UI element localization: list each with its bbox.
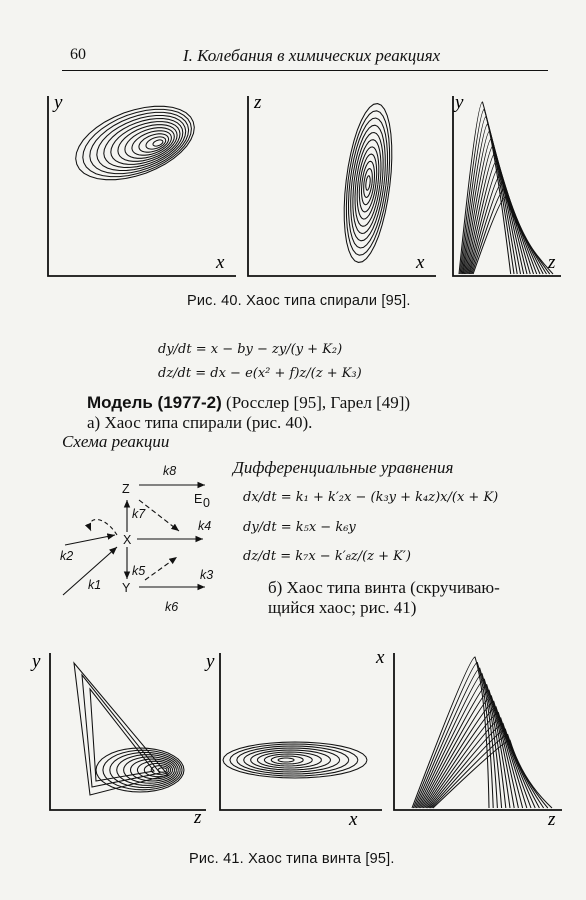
axis-label-y: y — [455, 92, 464, 113]
axis-label-y: y — [206, 651, 215, 672]
rate-k2: k2 — [60, 549, 74, 563]
species-x: X — [123, 533, 132, 547]
axis-label-y: y — [54, 92, 63, 113]
fig40-panel-zy — [445, 88, 565, 283]
fig41-panel-zx — [372, 645, 562, 835]
axis-label-y: y — [32, 651, 41, 672]
rate-k1: k1 — [88, 578, 102, 592]
item-a: а) Хаос типа спирали (рис. 40). — [87, 413, 313, 432]
equation-dz-dt: dz/dt = dx − e(x² + f)z/(z + K₃) — [158, 366, 362, 381]
header-rule — [62, 70, 548, 71]
rate-k5: k5 — [132, 564, 146, 578]
fig40-panel-xz — [240, 88, 440, 283]
diff-eq-dz: dz/dt = k₇x − k′₈z/(z + K′) — [243, 549, 411, 564]
running-title: I. Колебания в химических реакциях — [183, 46, 441, 65]
rate-k8: k8 — [163, 464, 177, 478]
rate-k4: k4 — [198, 519, 212, 533]
axis-label-x: x — [349, 809, 358, 830]
figure-41-caption: Рис. 41. Хаос типа винта [95]. — [189, 851, 395, 867]
model-heading — [87, 393, 410, 413]
rate-k3: k3 — [200, 568, 214, 582]
figure-40-caption: Рис. 40. Хаос типа спирали [95]. — [187, 293, 411, 309]
page-number: 60 — [70, 46, 86, 63]
scheme-title: Схема реакции — [62, 432, 170, 451]
axis-label-x: x — [216, 252, 225, 273]
axis-label-z: z — [548, 252, 556, 273]
reaction-scheme — [55, 455, 235, 625]
fig40-panel-xy — [40, 88, 240, 283]
axis-label-z: z — [254, 92, 262, 113]
axis-label-z: z — [194, 807, 202, 828]
item-b-line1: б) Хаос типа винта (скручиваю- — [268, 578, 500, 597]
axis-label-z: z — [548, 809, 556, 830]
rate-k7: k7 — [132, 507, 146, 521]
item-b-line2: щийся хаос; рис. 41) — [268, 598, 417, 617]
fig41-panel-xy — [200, 645, 385, 835]
species-e: E — [194, 492, 203, 506]
rate-k6: k6 — [165, 600, 179, 614]
species-y: Y — [122, 581, 131, 595]
diff-eq-dy: dy/dt = k₅x − k₆y — [243, 520, 356, 535]
fig41-panel-zy — [30, 645, 210, 835]
species-e-sub: 0 — [203, 496, 210, 510]
diff-eq-title: Дифференциальные уравнения — [233, 458, 454, 477]
model-name: Модель (1977-2) — [87, 393, 222, 412]
species-z: Z — [122, 482, 130, 496]
model-refs: (Росслер [95], Гарел [49]) — [226, 393, 411, 412]
equation-dy-dt: dy/dt = x − by − zy/(y + K₂) — [158, 342, 343, 357]
axis-label-x: x — [416, 252, 425, 273]
diff-eq-dx: dx/dt = k₁ + k′₂x − (k₃y + k₄z)x/(x + K) — [243, 490, 499, 505]
axis-label-x: x — [376, 647, 385, 668]
